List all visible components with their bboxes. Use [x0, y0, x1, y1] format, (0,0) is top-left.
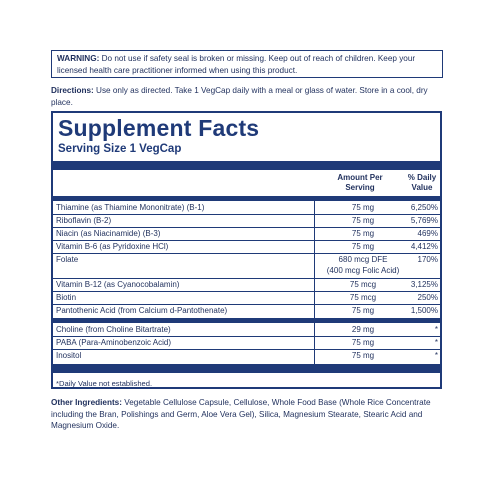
nutrient-name: Riboflavin (B-2)	[56, 216, 112, 225]
column-header-daily-value: % Daily Value	[407, 173, 437, 192]
nutrient-daily-value: 3,125%	[410, 280, 438, 289]
column-header-amount: Amount Per Serving	[337, 173, 383, 192]
nutrient-name: Biotin	[56, 293, 77, 302]
ingredients-label: Other Ingredients:	[51, 398, 122, 407]
nutrient-daily-value: *	[434, 338, 438, 347]
nutrient-daily-value: 170%	[417, 255, 438, 264]
nutrient-name: PABA (Para-Aminobenzoic Acid)	[56, 338, 172, 347]
nutrient-daily-value: 4,412%	[410, 242, 438, 251]
nutrient-daily-value: 5,769%	[410, 216, 438, 225]
nutrient-name: Pantothenic Acid (from Calcium d-Pantothenate)	[56, 306, 228, 315]
warning-text: Do not use if safety seal is broken or missing. Keep out of reach of children. Keep your licensed health care practitioner informed when using this product.	[57, 54, 416, 75]
nutrient-amount: 75 mg	[351, 306, 375, 315]
nutrient-amount: 75 mcg	[349, 280, 377, 289]
facts-title: Supplement Facts	[58, 115, 260, 141]
nutrient-amount: 75 mcg	[349, 293, 377, 302]
nutrient-daily-value: 1,500%	[410, 306, 438, 315]
row-divider	[53, 336, 440, 337]
directions	[51, 85, 451, 108]
other-ingredients	[51, 397, 446, 432]
nutrient-amount: 75 mg	[351, 229, 375, 238]
warning-label: WARNING:	[57, 54, 100, 63]
directions-label: Directions:	[51, 86, 94, 95]
row-divider	[53, 227, 440, 228]
serving-size: Serving Size 1 VegCap	[58, 143, 182, 155]
nutrient-name: Inositol	[56, 351, 82, 360]
nutrient-amount: 75 mg	[351, 338, 375, 347]
nutrient-name: Vitamin B-6 (as Pyridoxine HCl)	[56, 242, 169, 251]
daily-value-footnote: *Daily Value not established.	[56, 379, 153, 388]
nutrient-name: Folate	[56, 255, 79, 264]
nutrient-amount-detail: (400 mcg Folic Acid)	[326, 266, 400, 275]
nutrient-row	[53, 255, 440, 277]
supplement-facts-panel	[51, 111, 442, 389]
thick-divider-bottom	[53, 364, 440, 373]
ingredients-text: Vegetable Cellulose Capsule, Cellulose, Whole Food Base (Whole Rice Concentrate including the Bran, Polishings and Germ, Aloe Vera Gel), Silica, Magnesium Stearate, Stearic Acid and Magnesium Oxide.	[51, 398, 431, 430]
nutrient-amount: 29 mg	[351, 325, 375, 334]
nutrient-amount: 75 mg	[351, 242, 375, 251]
row-divider	[53, 253, 440, 254]
nutrient-daily-value: 250%	[417, 293, 438, 302]
nutrient-name: Niacin (as Niacinamide) (B-3)	[56, 229, 161, 238]
row-divider	[53, 214, 440, 215]
nutrient-amount: 75 mg	[351, 216, 375, 225]
row-divider	[53, 291, 440, 292]
nutrient-daily-value: *	[434, 325, 438, 334]
thick-divider-middle	[53, 318, 440, 323]
nutrient-daily-value: *	[434, 351, 438, 360]
nutrient-amount: 75 mg	[351, 203, 375, 212]
thick-divider-header	[53, 196, 440, 201]
nutrient-amount: 75 mg	[351, 351, 375, 360]
thick-divider-top	[53, 161, 440, 170]
nutrient-daily-value: 469%	[417, 229, 438, 238]
nutrient-name: Thiamine (as Thiamine Mononitrate) (B-1)	[56, 203, 205, 212]
warning-box	[51, 50, 443, 78]
directions-text: Use only as directed. Take 1 VegCap daily with a meal or glass of water. Store in a cool, dry place.	[51, 86, 428, 107]
nutrient-amount: 680 mcg DFE	[338, 255, 388, 264]
row-divider	[53, 278, 440, 279]
row-divider	[53, 240, 440, 241]
nutrient-daily-value: 6,250%	[410, 203, 438, 212]
column-divider-lower	[314, 323, 315, 364]
nutrient-name: Vitamin B-12 (as Cyanocobalamin)	[56, 280, 180, 289]
row-divider	[53, 349, 440, 350]
row-divider	[53, 304, 440, 305]
nutrient-name: Choline (from Choline Bitartrate)	[56, 325, 171, 334]
